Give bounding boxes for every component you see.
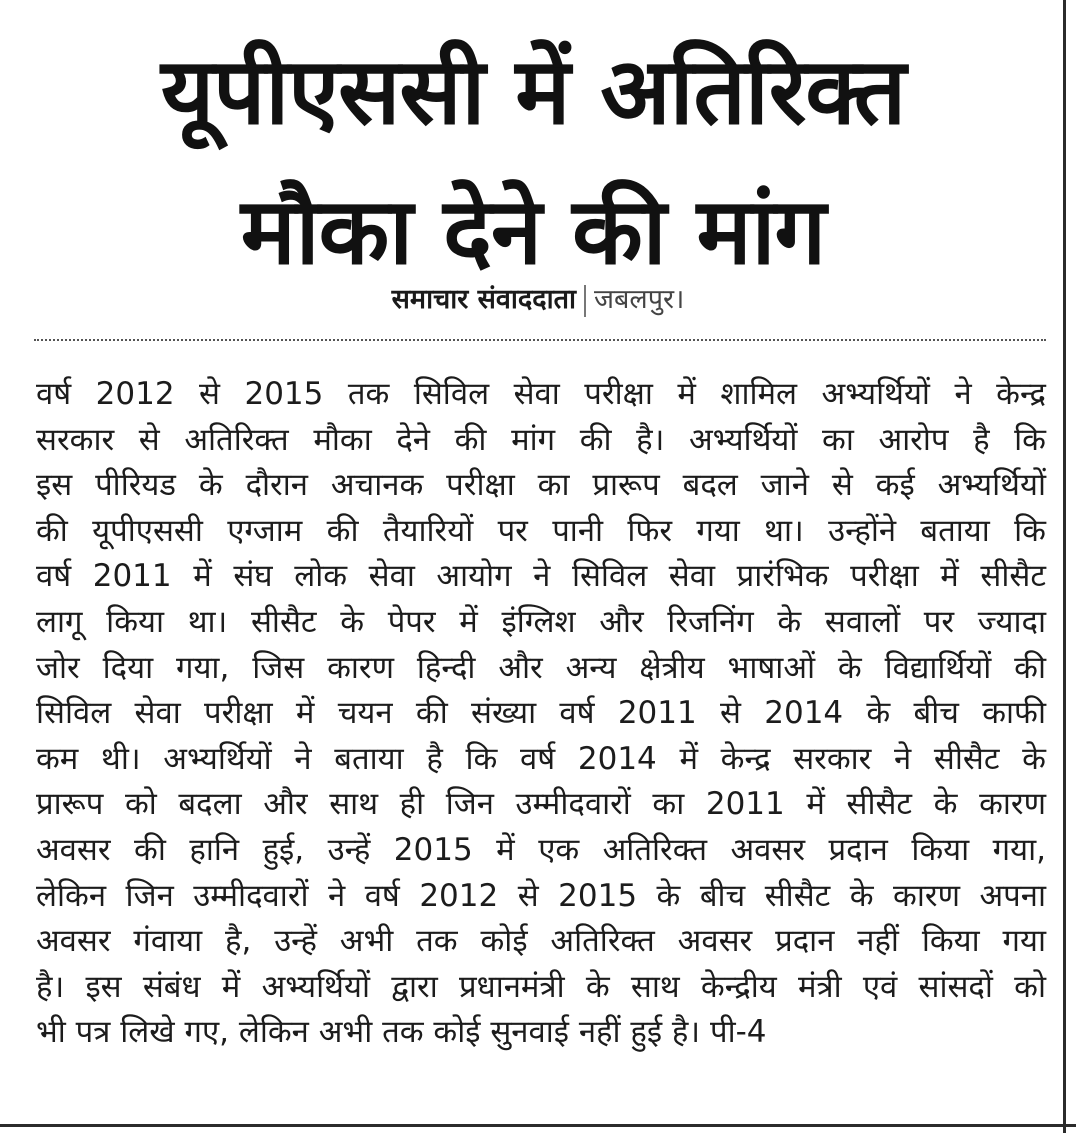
clipping-right-border (1063, 0, 1066, 1133)
body-line-3: इस पीरियड के दौरान अचानक परीक्षा का प्रारूप बदल जाने से कई अभ्यर्थियों (36, 467, 1046, 504)
byline-reporter: समाचार संवाददाता (391, 284, 576, 315)
body-line-1: वर्ष 2012 से 2015 तक सिविल सेवा परीक्षा में शामिल अभ्यर्थियों ने केन्द्र (36, 376, 1046, 412)
body-line-11: अवसर की हानि हुई, उन्हें 2015 में एक अतिरिक्त अवसर प्रदान किया गया, (36, 831, 1046, 868)
headline-line-2: मौका देने की मांग (240, 178, 826, 285)
body-line-13: अवसर गंवाया है, उन्हें अभी तक कोई अतिरिक्त अवसर प्रदान नहीं किया गया (36, 923, 1046, 960)
headline (18, 22, 1048, 302)
byline (0, 280, 1076, 320)
dotted-divider (34, 339, 1046, 341)
byline-separator (584, 285, 586, 317)
body-line-15: भी पत्र लिखे गए, लेकिन अभी तक कोई सुनवाई नहीं हुई है। पी-4 (36, 1014, 767, 1051)
body-line-14: है। इस संबंध में अभ्यर्थियों द्वारा प्रधानमंत्री के साथ केन्द्रीय मंत्री एवं सांसदों को (36, 968, 1046, 1005)
clipping-bottom-border (0, 1124, 1076, 1127)
body-line-4: की यूपीएससी एग्जाम की तैयारियों पर पानी फिर गया था। उन्होंने बताया कि (36, 512, 1046, 549)
body-line-10: प्रारूप को बदला और साथ ही जिन उम्मीदवारों का 2011 में सीसैट के कारण (36, 786, 1046, 823)
body-line-9: कम थी। अभ्यर्थियों ने बताया है कि वर्ष 2014 में केन्द्र सरकार ने सीसैट के (36, 740, 1046, 777)
byline-place: जबलपुर। (593, 284, 685, 315)
body-line-6: लागू किया था। सीसैट के पेपर में इंग्लिश और रिजनिंग के सवालों पर ज्यादा (36, 603, 1046, 640)
body-line-8: सिविल सेवा परीक्षा में चयन की संख्या वर्ष 2011 से 2014 के बीच काफी (36, 695, 1046, 732)
body-line-12: लेकिन जिन उम्मीदवारों ने वर्ष 2012 से 2015 के बीच सीसैट के कारण अपना (36, 877, 1046, 914)
body-line-7: जोर दिया गया, जिस कारण हिन्दी और अन्य क्षेत्रीय भाषाओं के विद्यार्थियों की (36, 649, 1046, 686)
body-line-5: वर्ष 2011 में संघ लोक सेवा आयोग ने सिविल सेवा प्रारंभिक परीक्षा में सीसैट (36, 558, 1046, 595)
body-line-2: सरकार से अतिरिक्त मौका देने की मांग की है। अभ्यर्थियों का आरोप है कि (36, 421, 1046, 458)
headline-line-1: यूपीएससी में अतिरिक्त (160, 38, 906, 145)
article-body (36, 372, 1046, 1056)
